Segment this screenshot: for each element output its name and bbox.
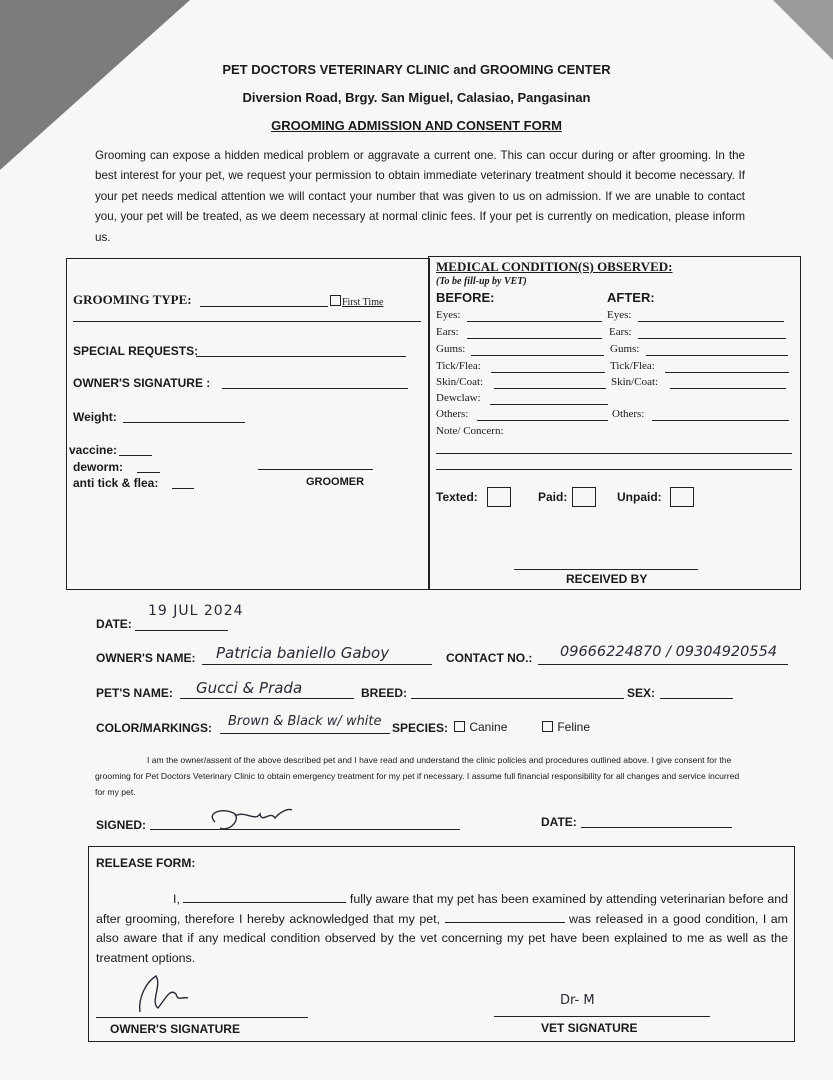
unpaid-checkbox[interactable]: [670, 487, 694, 507]
signed-label: SIGNED:: [96, 818, 147, 832]
note-line-2[interactable]: [436, 469, 792, 470]
date-value: 19 JUL 2024: [148, 603, 244, 619]
clinic-address: Diversion Road, Brgy. San Miguel, Calasiao, Pangasinan: [242, 90, 591, 105]
release-text-1: I,: [173, 892, 184, 906]
owner-signature-scribble: [200, 802, 295, 840]
release-owner-signature-line[interactable]: [96, 1017, 308, 1018]
vaccine-label: vaccine:: [69, 443, 118, 457]
note-line-1[interactable]: [436, 453, 792, 454]
before-dewclaw-field[interactable]: [490, 404, 608, 405]
date-label: DATE:: [96, 617, 132, 631]
feline-option[interactable]: [542, 720, 590, 734]
vet-signature-line[interactable]: [494, 1016, 710, 1017]
after-label: AFTER:: [607, 290, 655, 305]
texted-checkbox[interactable]: [487, 487, 511, 507]
canine-label: Canine: [469, 720, 508, 734]
checkbox-icon: [330, 295, 341, 306]
pet-name-value: Gucci & Prada: [196, 679, 303, 697]
weight-label: Weight:: [73, 410, 117, 424]
weight-field[interactable]: [123, 422, 245, 423]
received-by-label: RECEIVED BY: [566, 572, 648, 586]
first-time-checkbox[interactable]: [330, 295, 383, 308]
sex-label: SEX:: [627, 686, 656, 700]
canine-option[interactable]: [454, 720, 507, 734]
first-time-label: First Time: [342, 297, 384, 308]
vet-signature-label: VET SIGNATURE: [541, 1021, 638, 1035]
form-title: GROOMING ADMISSION AND CONSENT FORM: [271, 118, 562, 133]
checkbox-icon: [542, 721, 553, 732]
release-text-2: fully aware that my pet has been examined by attending veterinarian before and after grooming, therefore I hereby acknowledged that my pet,: [96, 892, 788, 926]
before-dewclaw-label: Dewclaw:: [436, 392, 481, 404]
release-owner-signature-label: OWNER'S SIGNATURE: [110, 1022, 240, 1036]
after-others-field[interactable]: [652, 420, 789, 421]
before-eyes-label: Eyes:: [436, 309, 461, 321]
after-eyes-field[interactable]: [638, 321, 784, 322]
groomer-signature-line[interactable]: [258, 469, 373, 470]
before-others-label: Others:: [436, 408, 469, 420]
deworm-field[interactable]: [137, 472, 160, 473]
signed-field[interactable]: [150, 829, 460, 830]
owner-signature-label: OWNER'S SIGNATURE :: [73, 376, 211, 390]
grooming-type-field[interactable]: [200, 306, 328, 307]
after-tickflea-label: Tick/Flea:: [610, 360, 655, 372]
pet-name-label: PET'S NAME:: [96, 686, 173, 700]
deworm-label: deworm:: [73, 460, 124, 474]
medical-subtitle: (To be fill-up by VET): [436, 276, 527, 287]
folded-corner: [0, 0, 190, 170]
after-ears-field[interactable]: [638, 338, 786, 339]
pet-name-field[interactable]: [180, 698, 354, 699]
consent-paragraph: I am the owner/assent of the above described pet and I have read and understand the clinic policies and procedures outlined above. I give consent for the grooming for Pet Doctors Veterinary Clinic to obtain emergency treatment for my pet if necessary. I assume full financial responsibility for all changes and service incurred for my pet.: [95, 755, 740, 797]
release-owner-field[interactable]: [183, 891, 346, 903]
paid-label: Paid:: [538, 490, 568, 504]
owner-name-label: OWNER'S NAME:: [96, 651, 196, 665]
before-eyes-field[interactable]: [467, 321, 602, 322]
color-markings-label: COLOR/MARKINGS:: [96, 721, 212, 735]
special-requests-field[interactable]: [196, 356, 406, 357]
clinic-name: PET DOCTORS VETERINARY CLINIC and GROOMING CENTER: [222, 62, 611, 77]
species-label: SPECIES:: [392, 721, 449, 735]
release-pet-field[interactable]: [445, 911, 565, 923]
grooming-type-label: GROOMING TYPE:: [73, 292, 192, 307]
anti-tick-label: anti tick & flea:: [73, 476, 159, 490]
folded-corner-right: [773, 0, 833, 60]
contact-value: 09666224870 / 09304920554: [560, 644, 778, 660]
signed-date-field[interactable]: [581, 827, 732, 828]
sex-field[interactable]: [660, 698, 733, 699]
groomer-label: GROOMER: [306, 476, 365, 488]
checkbox-icon: [454, 721, 465, 732]
after-skincoat-field[interactable]: [670, 388, 786, 389]
contact-field[interactable]: [538, 664, 788, 665]
special-requests-label: SPECIAL REQUESTS:: [73, 344, 199, 358]
intro-paragraph: Grooming can expose a hidden medical problem or aggravate a current one. This can occur during or after grooming. In the best interest for your pet, we request your permission to obtain immediate veterinary treatment should it become necessary. If your pet needs medical attention we will contact your number that was given to us on admission. If we are unable to contact you, your pet will be treated, as we deem necessary at normal clinic fees. If your pet is currently on medication, please inform us.: [95, 149, 745, 244]
release-title: RELEASE FORM:: [96, 856, 196, 870]
after-gums-field[interactable]: [646, 355, 788, 356]
breed-field[interactable]: [411, 698, 624, 699]
before-others-field[interactable]: [477, 420, 608, 421]
color-markings-field[interactable]: [220, 733, 390, 734]
before-tickflea-label: Tick/Flea:: [436, 360, 481, 372]
after-gums-label: Gums:: [610, 343, 640, 355]
breed-label: BREED:: [361, 686, 408, 700]
owner-signature-field[interactable]: [222, 388, 408, 389]
medical-title: MEDICAL CONDITION(S) OBSERVED:: [436, 259, 673, 274]
feline-label: Feline: [557, 720, 591, 734]
unpaid-label: Unpaid:: [617, 490, 662, 504]
release-text-3: was released in a good condition, I am also aware that if any medical condition observed by the vet concerning my pet have been explained to me as well as the treatment options.: [96, 911, 788, 965]
before-ears-label: Ears:: [436, 326, 459, 338]
signed-date-label: DATE:: [541, 815, 577, 829]
note-concern-label: Note/ Concern:: [436, 425, 504, 437]
before-label: BEFORE:: [436, 290, 495, 305]
after-eyes-label: Eyes:: [607, 309, 632, 321]
after-ears-label: Ears:: [609, 326, 632, 338]
owner-name-value: Patricia baniello Gaboy: [216, 644, 390, 662]
before-skincoat-label: Skin/Coat:: [436, 376, 484, 388]
before-skincoat-field[interactable]: [494, 388, 606, 389]
anti-tick-field[interactable]: [172, 488, 194, 489]
date-field[interactable]: [135, 630, 228, 631]
release-paragraph: [96, 890, 788, 968]
received-by-line[interactable]: [514, 569, 698, 570]
owner-name-field[interactable]: [202, 664, 432, 665]
before-tickflea-field[interactable]: [491, 372, 605, 373]
before-gums-label: Gums:: [436, 343, 466, 355]
paid-checkbox[interactable]: [572, 487, 596, 507]
contact-label: CONTACT NO.:: [446, 651, 533, 665]
after-skincoat-label: Skin/Coat:: [611, 376, 659, 388]
texted-label: Texted:: [436, 490, 478, 504]
medical-box: [428, 256, 801, 590]
color-markings-value: Brown & Black w/ white: [228, 714, 382, 729]
before-gums-field[interactable]: [471, 355, 604, 356]
release-owner-signature-scribble: [128, 968, 198, 1018]
vet-initial: Dr- M: [560, 993, 595, 1008]
vaccine-field[interactable]: [119, 455, 152, 456]
after-others-label: Others:: [612, 408, 645, 420]
before-ears-field[interactable]: [467, 338, 602, 339]
after-tickflea-field[interactable]: [665, 372, 789, 373]
grooming-type-line-2[interactable]: [73, 321, 421, 322]
